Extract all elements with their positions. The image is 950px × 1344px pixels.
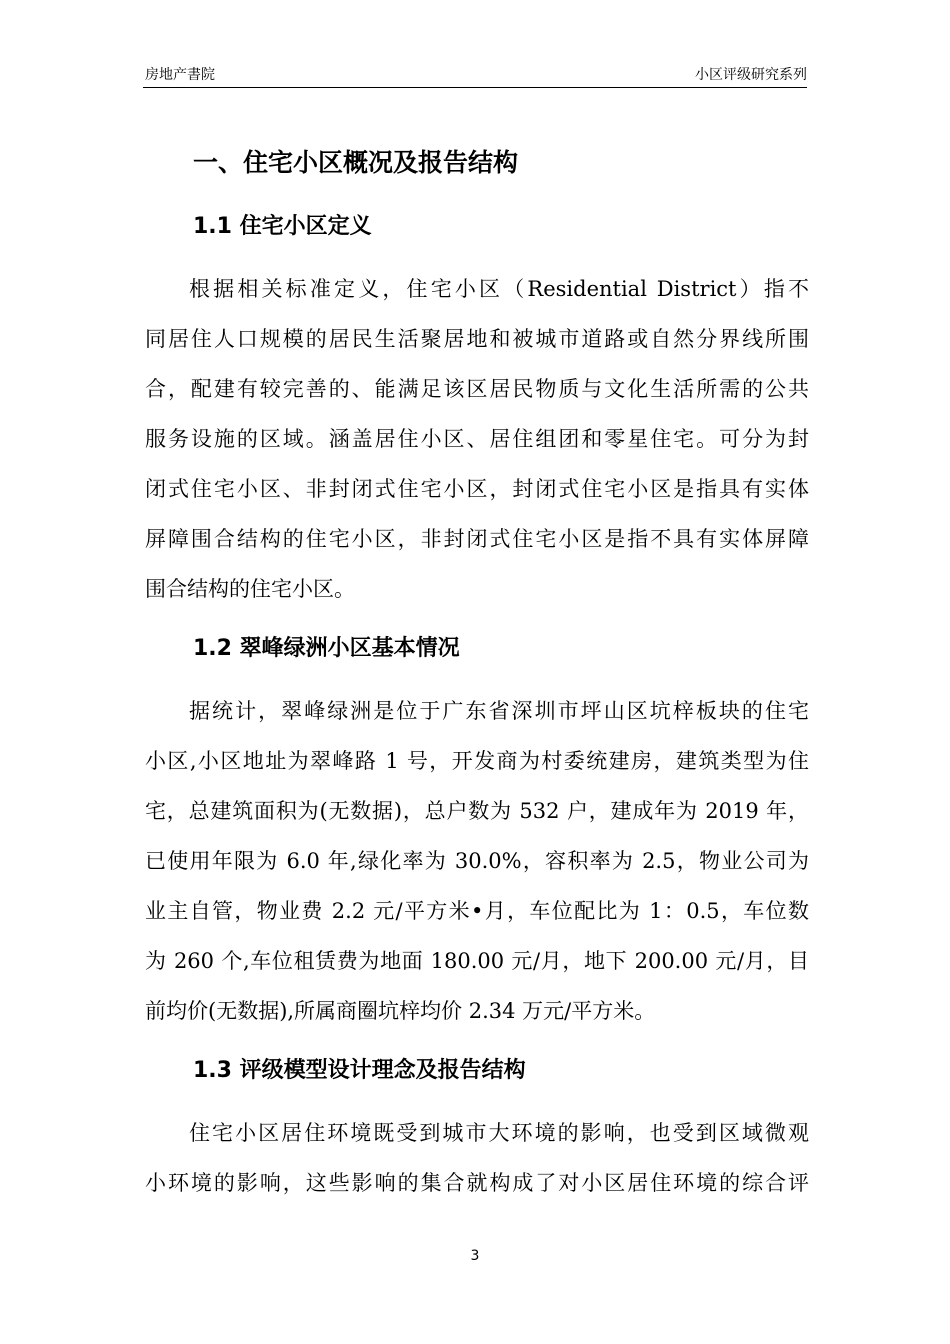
paragraph-line: 据统计，翠峰绿洲是位于广东省深圳市坪山区坑梓板块的住宅 — [189, 699, 809, 723]
section-1-3-paragraph — [145, 1108, 809, 1208]
paragraph-line: 住宅小区居住环境既受到城市大环境的影响，也受到区域微观 — [189, 1121, 809, 1145]
paragraph-line: 为 260 个,车位租赁费为地面 180.00 元/月，地下 200.00 元/月，目 — [145, 949, 809, 973]
section-1-1-paragraph — [145, 264, 809, 614]
paragraph-line: 宅，总建筑面积为(无数据)，总户数为 532 户，建成年为 2019 年， — [145, 799, 809, 823]
paragraph-line: 屏障围合结构的住宅小区，非封闭式住宅小区是指不具有实体屏障 — [145, 527, 809, 551]
header-divider — [143, 87, 807, 88]
paragraph-line: 服务设施的区域。涵盖居住小区、居住组团和零星住宅。可分为封 — [145, 427, 809, 451]
paragraph-line: 已使用年限为 6.0 年,绿化率为 30.0%，容积率为 2.5，物业公司为 — [145, 849, 809, 873]
header-left-text: 房地产書院 — [145, 67, 215, 83]
paragraph-line: 小区,小区地址为翠峰路 1 号，开发商为村委统建房，建筑类型为住 — [145, 749, 809, 773]
paragraph-line: 合，配建有较完善的、能满足该区居民物质与文化生活所需的公共 — [145, 377, 809, 401]
section-heading-1-1: 1.1 住宅小区定义 — [193, 214, 372, 239]
header-right-text: 小区评级研究系列 — [695, 67, 807, 83]
page-number: 3 — [470, 1248, 480, 1264]
section-heading-1-3: 1.3 评级模型设计理念及报告结构 — [193, 1058, 526, 1083]
paragraph-line: 前均价(无数据),所属商圈坑梓均价 2.34 万元/平方米。 — [145, 999, 656, 1023]
paragraph-line: 闭式住宅小区、非封闭式住宅小区，封闭式住宅小区是指具有实体 — [145, 477, 809, 501]
section-heading-1-2: 1.2 翠峰绿洲小区基本情况 — [193, 636, 460, 661]
chapter-title: 一、住宅小区概况及报告结构 — [193, 148, 519, 177]
paragraph-line: 小环境的影响，这些影响的集合就构成了对小区居住环境的综合评 — [145, 1171, 809, 1195]
paragraph-line: 根据相关标准定义，住宅小区（Residential District）指不 — [189, 277, 809, 301]
paragraph-line: 同居住人口规模的居民生活聚居地和被城市道路或自然分界线所围 — [145, 327, 809, 351]
section-1-2-paragraph — [145, 686, 809, 1036]
paragraph-line: 围合结构的住宅小区。 — [145, 577, 355, 601]
paragraph-line: 业主自管，物业费 2.2 元/平方米•月，车位配比为 1：0.5，车位数 — [145, 899, 809, 923]
